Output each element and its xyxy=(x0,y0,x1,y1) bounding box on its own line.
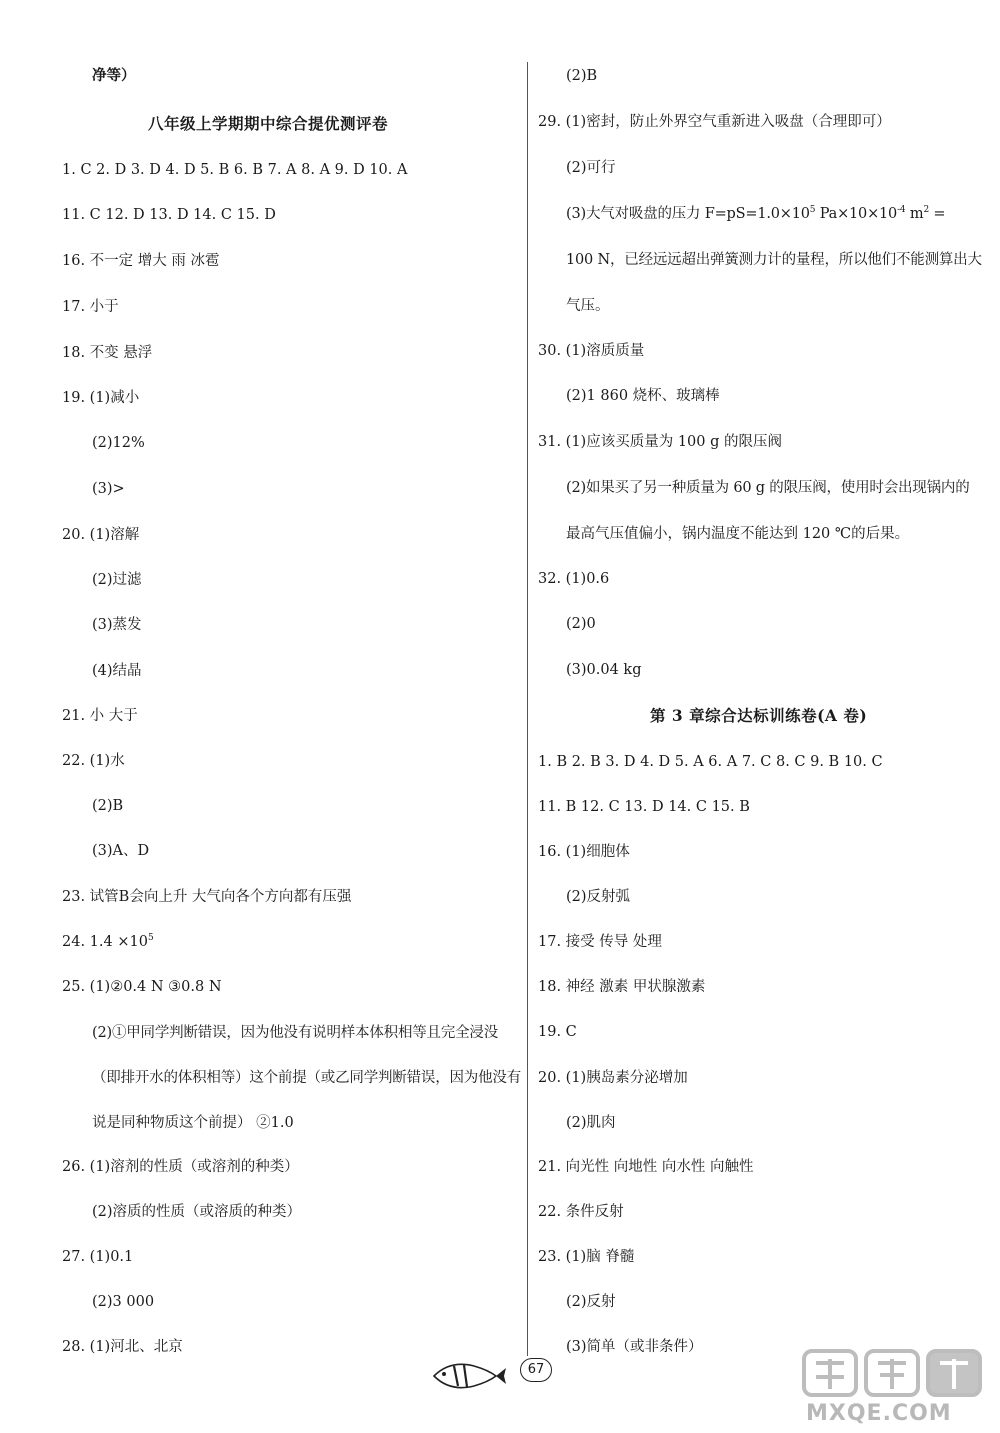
answer-line: (3)简单（或非条件） xyxy=(566,1339,703,1355)
continued-text: 净等） xyxy=(92,67,136,84)
answer-line: 17. 小于 xyxy=(62,299,119,315)
answer-line: 19. C xyxy=(538,1024,577,1040)
answer-line: 100 N，已经远远超出弹簧测力计的量程，所以他们不能测算出大 xyxy=(566,252,982,268)
section-title-chapter3: 第 3 章综合达标训练卷(A 卷) xyxy=(650,706,868,725)
answer-line: 21. 向光性 向地性 向水性 向触性 xyxy=(538,1159,754,1175)
answer-line: (3)0.04 kg xyxy=(566,662,642,678)
answer-line: (2)反射 xyxy=(566,1294,616,1310)
page-footer xyxy=(430,1354,570,1394)
answer-line: 30. (1)溶质质量 xyxy=(538,343,645,359)
answer-line: 32. (1)0.6 xyxy=(538,571,610,587)
answer-line: 23. (1)脑 脊髓 xyxy=(538,1249,635,1265)
answer-line: 11. C 12. D 13. D 14. C 15. D xyxy=(62,207,276,223)
answer-line: (3)蒸发 xyxy=(92,617,142,633)
answer-line: (3)> xyxy=(92,481,125,497)
answer-line: 20. (1)胰岛素分泌增加 xyxy=(538,1070,688,1086)
answer-line: 28. (1)河北、北京 xyxy=(62,1339,183,1355)
answer-line-29-3: (3)大气对吸盘的压力 $F=pS=1.0\times 10^5$ $Pa\times 10\times 10^{-4}$ $m^2$ = xyxy=(566,205,946,222)
answer-line: (2)可行 xyxy=(566,160,616,176)
right-column xyxy=(528,0,1000,1433)
answer-line: 说是同种物质这个前提） ②1.0 xyxy=(92,1115,294,1131)
answer-line: 31. (1)应该买质量为 100 g 的限压阀 xyxy=(538,434,782,450)
answer-line: 23. 试管B会向上升 大气向各个方向都有压强 xyxy=(62,889,352,905)
answer-line: 1. C 2. D 3. D 4. D 5. B 6. B 7. A 8. A 9. D 10. A xyxy=(62,162,408,178)
fish-icon xyxy=(430,1354,510,1394)
answer-line: 20. (1)溶解 xyxy=(62,527,140,543)
answer-line: (4)结晶 xyxy=(92,663,142,679)
page-number: 67 xyxy=(520,1358,552,1382)
answer-line: (2)3 000 xyxy=(92,1294,155,1310)
answer-line: 25. (1)②0.4 N ③0.8 N xyxy=(62,979,222,995)
answer-line: (2)过滤 xyxy=(92,572,142,588)
answer-line: (2)肌肉 xyxy=(566,1115,616,1131)
answer-line: 16. 不一定 增大 雨 冰雹 xyxy=(62,253,220,269)
answer-line: 16. (1)细胞体 xyxy=(538,844,630,860)
answer-line: 17. 接受 传导 处理 xyxy=(538,934,662,950)
answer-line: (2)如果买了另一种质量为 60 g 的限压阀，使用时会出现锅内的 xyxy=(566,480,970,496)
answer-line: 26. (1)溶剂的性质（或溶剂的种类） xyxy=(62,1159,299,1175)
watermark-logo xyxy=(800,1345,990,1400)
answer-line: 21. 小 大于 xyxy=(62,708,138,724)
section-title-midterm: 八年级上学期期中综合提优测评卷 xyxy=(148,114,389,133)
answer-line: (2)反射弧 xyxy=(566,889,631,905)
answer-line: 22. (1)水 xyxy=(62,753,125,769)
answer-line: 1. B 2. B 3. D 4. D 5. A 6. A 7. C 8. C 9. B 10. C xyxy=(538,754,883,770)
answer-line: 18. 神经 激素 甲状腺激素 xyxy=(538,979,706,995)
answer-line: (2)B xyxy=(92,798,124,814)
answer-line: (2)①甲同学判断错误，因为他没有说明样本体积相等且完全浸没 xyxy=(92,1025,499,1041)
answer-line: 19. (1)减小 xyxy=(62,390,140,406)
answer-line: (2)1 860 烧杯、玻璃棒 xyxy=(566,388,720,404)
answer-line: (2)12% xyxy=(92,435,145,451)
answer-line: 最高气压值偏小，锅内温度不能达到 120 ℃的后果。 xyxy=(566,526,910,542)
answer-line: (2)溶质的性质（或溶质的种类） xyxy=(92,1204,302,1220)
watermark xyxy=(800,1345,995,1430)
watermark-text: MXQE.COM xyxy=(806,1401,952,1426)
answer-line: （即排开水的体积相等）这个前提（或乙同学判断错误，因为他没有 xyxy=(92,1070,521,1086)
answer-line: 27. (1)0.1 xyxy=(62,1249,134,1265)
answer-line: 11. B 12. C 13. D 14. C 15. B xyxy=(538,799,750,815)
answer-line: 气压。 xyxy=(566,298,610,314)
answer-line: 18. 不变 悬浮 xyxy=(62,345,153,361)
answer-line: 29. (1)密封，防止外界空气重新进入吸盘（合理即可） xyxy=(538,114,891,130)
answer-line: (2)0 xyxy=(566,616,596,632)
answer-line: (2)B xyxy=(566,68,598,84)
answer-line: (3)A、D xyxy=(92,843,150,859)
answer-line: 22. 条件反射 xyxy=(538,1204,624,1220)
answer-line-24: 24. $1.4 \times 10^5$ xyxy=(62,933,154,950)
